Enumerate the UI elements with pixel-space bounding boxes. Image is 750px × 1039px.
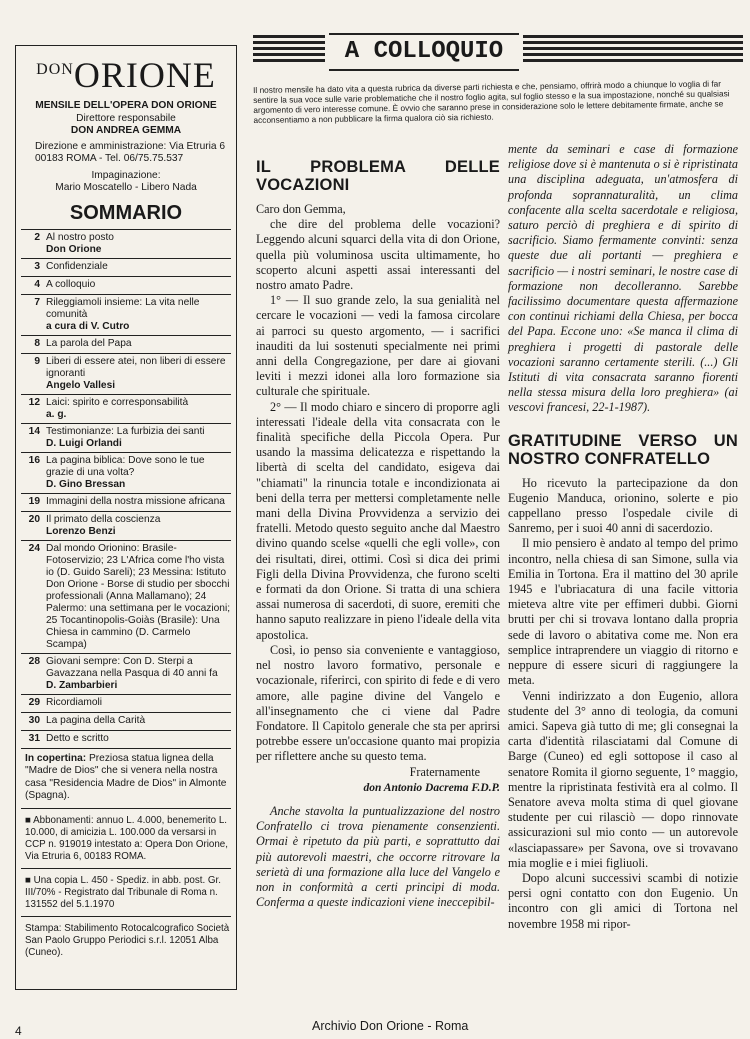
article-column-1 [256, 158, 500, 910]
toc-text: La parola del Papa [46, 337, 132, 349]
toc-page: 16 [28, 454, 40, 466]
section-intro: Il nostro mensile ha dato vita a questa rubrica da diverse parti richiesta e che, pensiamo, offrirà modo a chiunque lo voglia di far sentire la sua voce sulle varie problematiche che il nostro foglio agita, sul foglio stesso e la sua impostazione, nonché su qualsiasi argomento di vero interesse comune. È ovvio che saranno prese in considerazione solo le lettere debitamente firmate, anche se acconsentiamo a non pubblicare la firma qualora ciò sia richiesto. [253, 78, 730, 125]
toc-text: Al nostro posto [46, 231, 114, 243]
masthead [21, 100, 231, 138]
toc-item [21, 695, 231, 713]
subscriptions-info: ■ Abbonamenti: annuo L. 4.000, benemerito L. 10.000, di amicizia L. 100.000 da versarsi in CCP n. 919019 intestato a: Opera Don Orione, Via Etruria 6, 00183 ROMA. [21, 809, 231, 869]
toc-page: 14 [28, 425, 40, 437]
page-number: 4 [15, 1024, 22, 1038]
layout-credits [21, 170, 231, 195]
toc-text: Detto e scritto [46, 732, 109, 744]
masthead-line2: Direttore responsabile [76, 112, 176, 124]
sidebar-box [15, 45, 237, 990]
header-stripes-right [523, 35, 743, 65]
toc-page: 31 [28, 732, 40, 744]
toc-page: 28 [28, 655, 40, 667]
layout-line2: Mario Moscatello - Libero Nada [55, 182, 197, 193]
toc-item [21, 230, 231, 259]
toc-text: La pagina della Carità [46, 714, 146, 726]
copy-info: ■ Una copia L. 450 - Spediz. in abb. post. Gr. III/70% - Registrato dal Tribunale di Roma n. 131552 del 5.1.1970 [21, 869, 231, 917]
article1-paragraph: che dire del problema delle vocazioni? Leggendo alcuni squarci della vita di don Orione, quella più voluminosa uscita ultimamente, ho scoperto alcuni aspetti assai interessanti del nostro amato Padre. [256, 217, 500, 293]
toc-text: Laici: spirito e corresponsabilità [46, 396, 189, 408]
article1-salutation: Caro don Gemma, [256, 202, 346, 216]
cover-text: Preziosa statua lignea della "Madre de Dios" che si venera nella nostra casa "Residencia Madre de Dios" in Almonte (Spagna). [25, 752, 227, 801]
toc-text: Testimonianze: La furbizia dei santi [46, 425, 205, 437]
toc-text: Dal mondo Orionino: Brasile-Fotoservizio; 23 L'Africa come l'ho vista io (D. Guido Sareli); 23 Messina: Istituto Don Orione - Borse di studio per sbocchi professionali (Anna Mallamano); 24 Palermo: una settimana per le vocazioni; 25 Tocantinopolis-Goiàs (Brasile): Una Chiesa in cammino (D. Carmelo Scampa) [46, 542, 231, 650]
address [21, 141, 231, 166]
toc-item [21, 713, 231, 731]
toc-item [21, 395, 231, 424]
toc-text: La pagina biblica: Dove sono le tue grazie di una volta? [46, 454, 205, 478]
toc-page: 24 [28, 542, 40, 554]
article2-paragraph: Dopo alcuni successivi scambi di notizie persi ogni contatto con don Eugenio. Un incontro con gli amici di Tortona nel novembre 1958 mi ripor- [508, 870, 738, 931]
toc-item [21, 453, 231, 494]
toc-item [21, 354, 231, 395]
section-header [253, 33, 743, 73]
toc-text: Giovani sempre: Con D. Sterpi a Gavazzana nella Pasqua di 40 anni fa [46, 655, 218, 679]
toc-text: Il primato della coscienza [46, 513, 161, 525]
toc-author: Lorenzo Benzi [46, 525, 116, 537]
toc-text: Confidenziale [46, 260, 108, 272]
toc-author: a cura di V. Cutro [46, 320, 130, 332]
toc-item [21, 512, 231, 541]
toc-item [21, 654, 231, 695]
toc-page: 19 [28, 495, 40, 507]
toc-page: 30 [28, 714, 40, 726]
article1-title: IL PROBLEMA DELLE VOCAZIONI [256, 158, 500, 194]
section-title: A COLLOQUIO [329, 33, 519, 71]
layout-line1: Impaginazione: [91, 169, 161, 181]
article1-paragraph: Così, io penso sia conveniente e vantaggioso, nel nostro lavoro formativo, personale e vocazionale, riferirci, con spirito di fede e di vero amore, alle pagine divine del Vangelo e all'insegnamento che ci viene dal Padre Fondatore. Il Capitolo generale che sta per aprirsi potrebbe essere un'occasione quanto mai propizia per riflettere anche su questo tema. [256, 642, 500, 764]
toc-page: 2 [34, 231, 40, 243]
toc-item [21, 424, 231, 453]
article1-signature: don Antonio Dacrema F.D.P. [363, 781, 500, 794]
print-info: Stampa: Stabilimento Rotocalcografico Società San Paolo Gruppo Periodici s.r.l. 12051 Alba (Cuneo). [25, 922, 230, 958]
toc-page: 3 [34, 260, 40, 272]
toc-item [21, 259, 231, 277]
article2-paragraph: Venni indirizzato a don Eugenio, allora studente del 3° anno di teologia, da comuni amici. Sapeva già tutto di me; gli consegnai la carta d'identità rilasciatami dal Comune di Barge (Cuneo) ed egli sottopose il caso al senatore Romita il giorno seguente, 1° maggio, mentre la ripristinata festività era al colmo. Il Senatore aveva molta stima di quel giovane studente per cui rilasciò — dopo rinnovate assicurazioni sul mio conto — un autorevole «lasciapassare» per Savona, ove si trovavano mia moglie e i miei figliuoli. [508, 688, 738, 870]
toc-item [21, 541, 231, 654]
cover-caption [21, 749, 231, 809]
toc-item [21, 277, 231, 295]
toc-page: 20 [28, 513, 40, 525]
article1-closing: Fraternamente [409, 764, 480, 779]
toc-author: D. Zambarbieri [46, 679, 118, 691]
toc-page: 29 [28, 696, 40, 708]
article2-paragraph: Ho ricevuto la partecipazione da don Eugenio Manduca, orionino, solerte e pio cappellano presso l'ospedale civile di Sanremo, per i suoi 40 anni di sacerdozio. [508, 475, 738, 536]
logo-don: DON [36, 61, 74, 78]
article1-paragraph: 1° — Il suo grande zelo, la sua genialità nel cercare le vocazioni — vedi la famosa circolare ai parroci su questo argomento, — i sacrifici inauditi da lui sostenuti specialmente nei primi anni della Congregazione, per dare ai giovani leviti i mezzi idonei alla loro formazione sia culturale che spirituale. [256, 293, 500, 399]
toc-page: 4 [34, 278, 40, 290]
toc-author: Don Orione [46, 243, 102, 255]
table-of-contents [21, 229, 231, 749]
toc-text: Ricordiamoli [46, 696, 103, 708]
toc-page: 12 [28, 396, 40, 408]
toc-author: Angelo Vallesi [46, 379, 116, 391]
article-column-2 [508, 142, 738, 932]
toc-text: Liberi di essere atei, non liberi di essere ignoranti [46, 355, 226, 379]
address-line1: Direzione e amministrazione: Via Etruria 6 [35, 140, 226, 152]
header-stripes-left [253, 35, 325, 65]
toc-page: 8 [34, 337, 40, 349]
cover-label: In copertina: [25, 752, 87, 764]
sommario-heading: SOMMARIO [69, 201, 183, 224]
toc-item [21, 494, 231, 512]
article2-title: GRATITUDINE VERSO UN NOSTRO CONFRATELLO [508, 431, 738, 468]
toc-author: a. g. [46, 408, 67, 420]
toc-author: D. Luigi Orlandi [46, 437, 122, 449]
toc-item [21, 336, 231, 354]
editor-reply: Anche stavolta la puntualizzazione del nostro Confratello ci trova pienamente consenzienti. Ormai è ripetuto da più parti, e soprattutto dai più autorevoli maestri, che occorre ritrovare la serietà di una formazione alla luce del Vangelo e non in conformità a certi principi di moda. Conferma a queste indicazioni viene ineccepibil- [256, 803, 500, 910]
magazine-logo [21, 56, 231, 94]
masthead-line3: DON ANDREA GEMMA [70, 125, 182, 136]
article2-paragraph: Il mio pensiero è andato al tempo del primo incontro, nella chiesa di san Simone, sulla via Emilia in Tortona. Era il mattino del 30 aprile 1945 e l'ubriacatura di una facile vittoria mieteva altre vite per effimeri dubbi. Giorni brutti per chi si trovava lontano dalla propria sede di lavoro o abitativa come me. Non era semplice intraprendere un viaggio di ritorno e neppure di essere sicuri di raggiungere la meta. [508, 536, 738, 688]
toc-author: D. Gino Bressan [46, 478, 126, 490]
toc-item [21, 295, 231, 336]
editor-reply-continued: mente da seminari e case di formazione religiose dove si è mantenuta o si è ripristinata una disciplina adeguata, un'atmosfera di profonda soprannaturalità, un clima confacente alla scelta sacerdotale e religiosa, saturo perciò di preghiera e di spirito di sacrificio. Siamo fermamente convinti: senza queste due ali portanti — preghiera e sacrificio — i nostri seminari, le nostre case di formazione non decolleranno. Sarebbe facilissimo documentare questa affermazione con continui richiami della Chiesa, per bocca del Papa. Eccone uno: «Se manca il clima di preghiera i progetti di pastorale delle vocazioni saranno certamente sterili. (...) Gli Istituti di vita consacrata saranno fiorenti nella stessa misura della loro preghiera» (ai vescovi francesi, 22-1-1987). [508, 142, 738, 415]
article1-paragraph: 2° — Il modo chiaro e sincero di proporre agli interessati l'ideale della vita consacrata con le finalità specifiche della Piccola Opera. Pur usando la massima delicatezza e rispettando la libertà di scelta del candidato, esigeva dai "chiamati" la rinuncia totale e incondizionata ai beni della terra per mettersi completamente nelle mani della Divina Provvidenza a servizio dei fratelli. Metodo questo seguito anche dal Maestro divino quando scelse «quelli che egli volle», con dei risultati, direi, ottimi. Così si dica dei primi Figli della Divina Provvidenza, che furono scelti e formati da don Orione. Si tratta di una schiera assai numerosa di sacerdoti, di suore, eremiti che hanno saputo realizzare in pieno l'ideale della vita apostolica. [256, 399, 500, 642]
toc-page: 7 [34, 296, 40, 308]
toc-text: Immagini della nostra missione africana [46, 495, 225, 507]
toc-text: A colloquio [46, 278, 96, 290]
masthead-line1: MENSILE DELL'OPERA DON ORIONE [35, 100, 217, 111]
address-line2: 00183 ROMA - Tel. 06/75.75.537 [35, 153, 184, 164]
logo-orione: ORIONE [73, 55, 216, 95]
toc-page: 9 [34, 355, 40, 367]
toc-item [21, 731, 231, 749]
archive-label: Archivio Don Orione - Roma [312, 1019, 469, 1033]
toc-text: Rileggiamoli insieme: La vita nelle comunità [46, 296, 200, 320]
